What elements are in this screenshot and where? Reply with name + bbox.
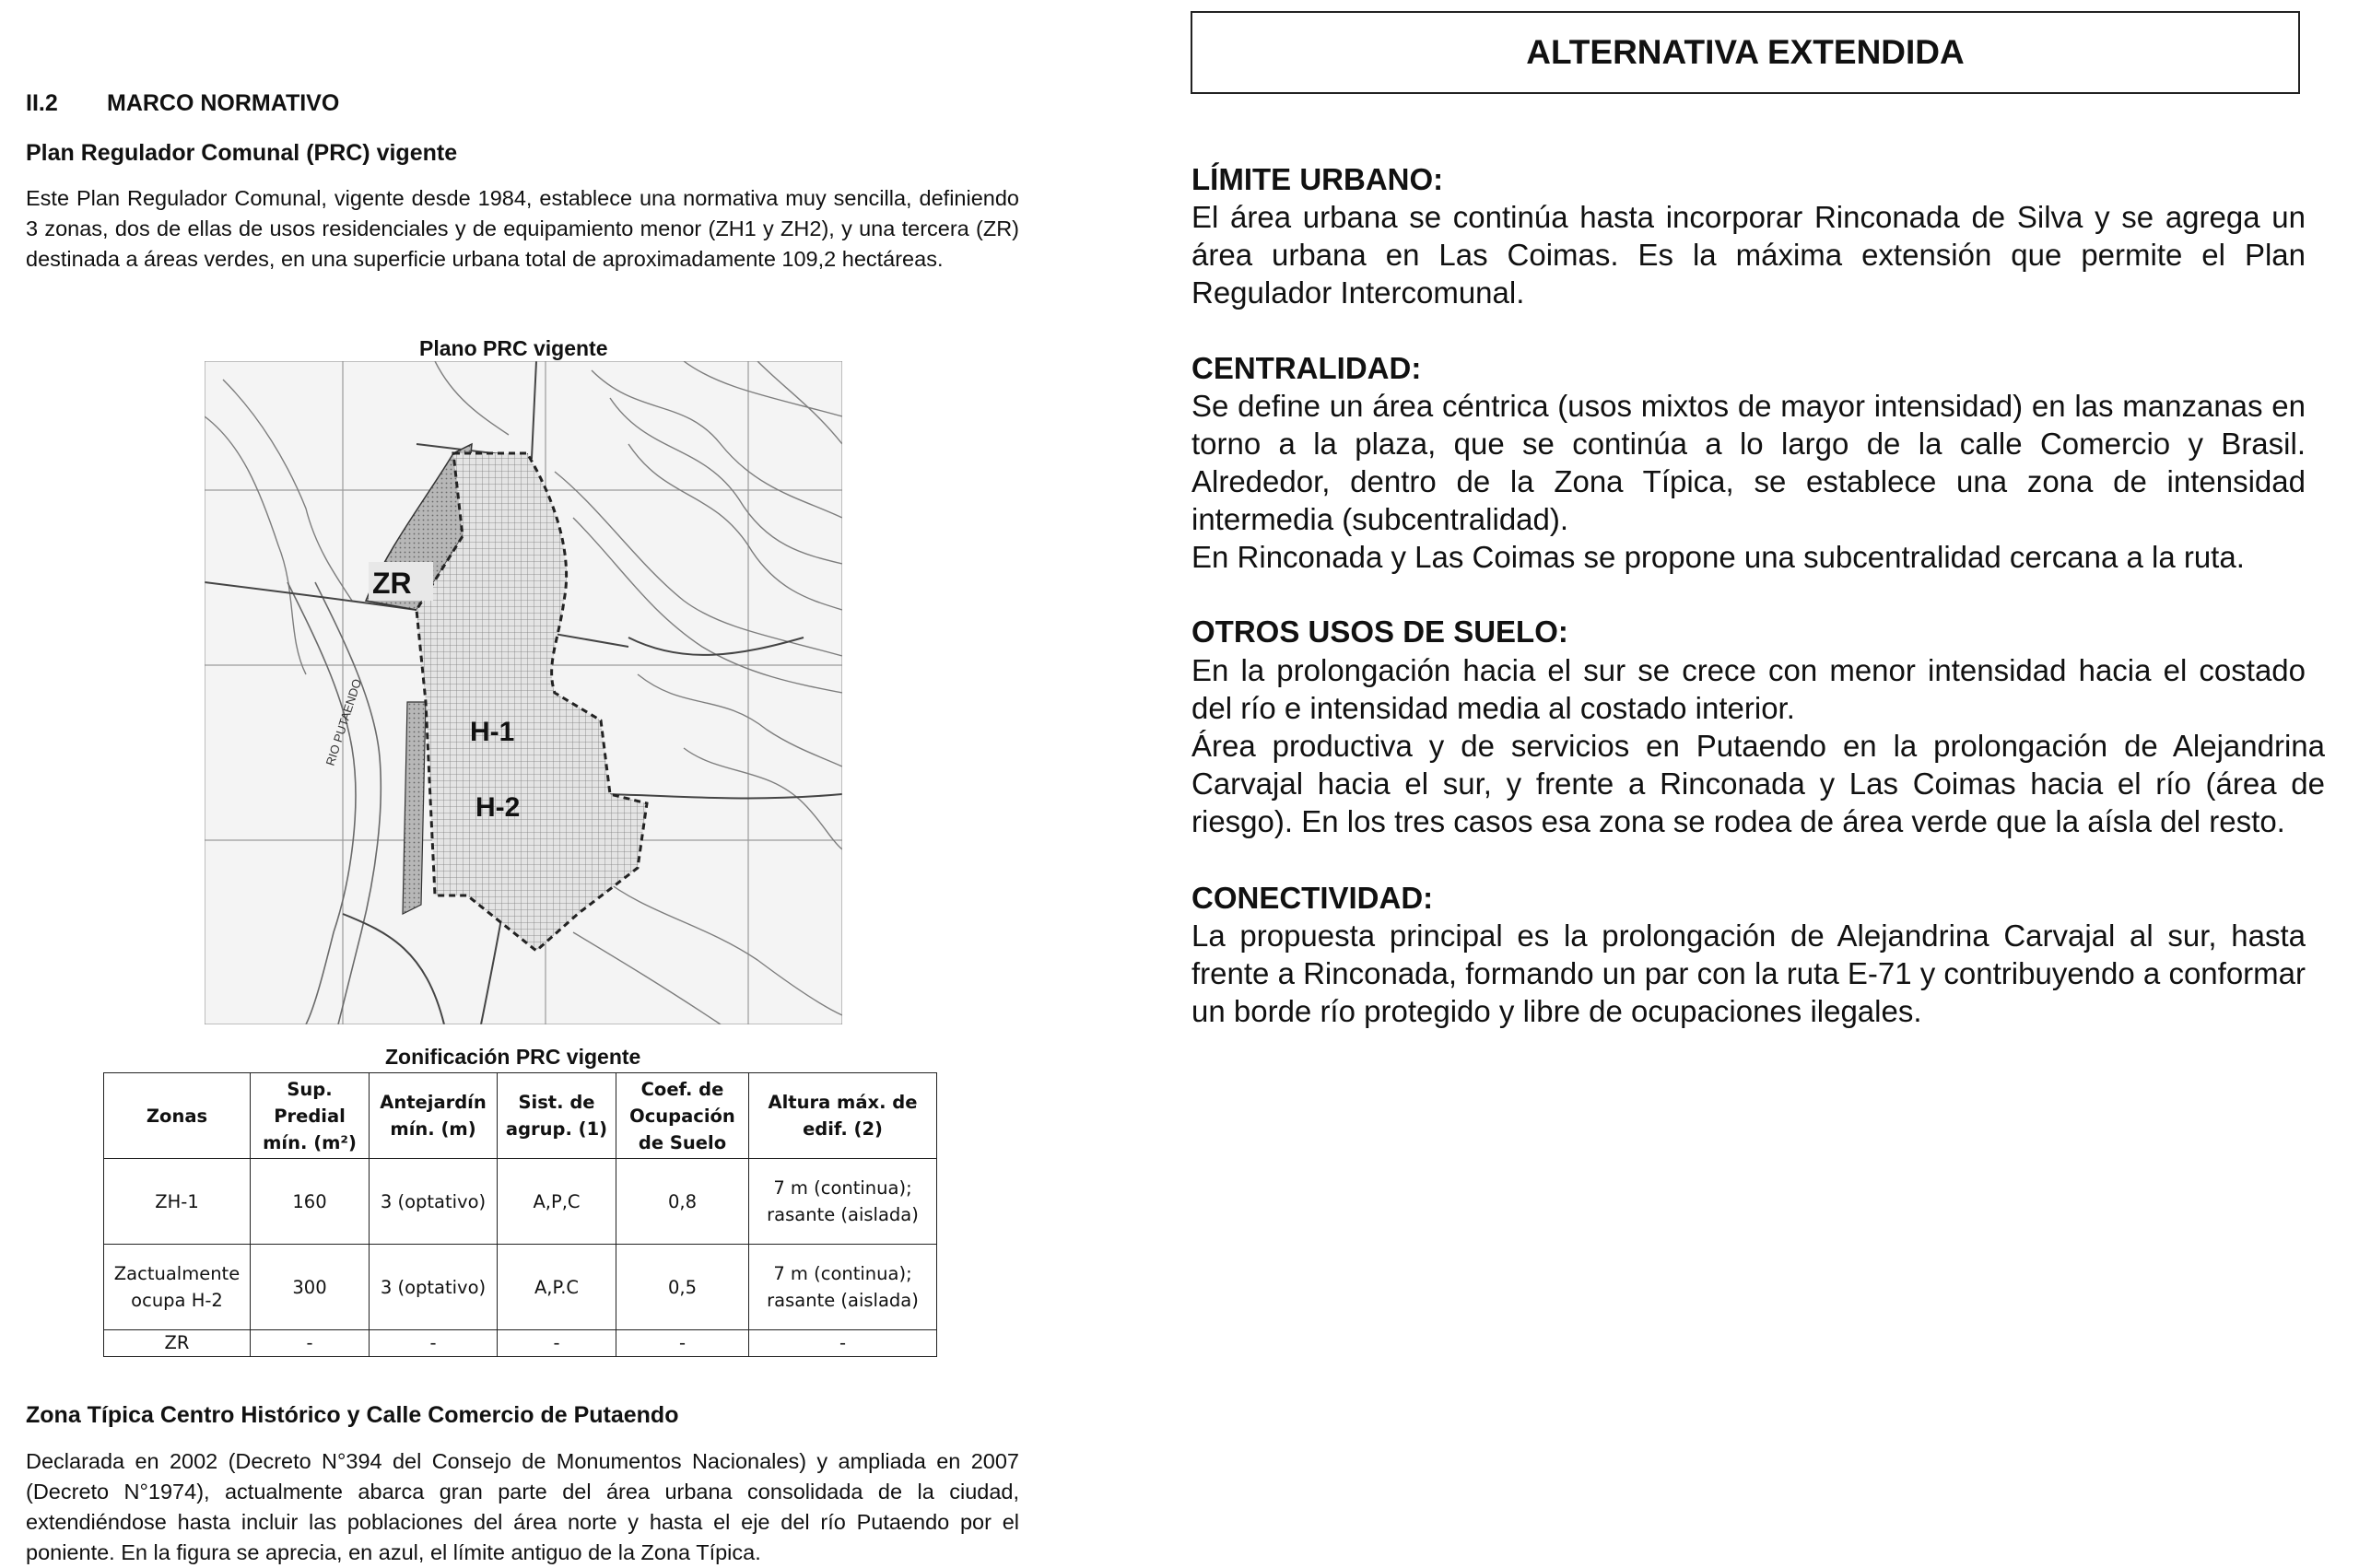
map-label-river: RIO PUTAENDO (323, 677, 365, 767)
table-cell: 7 m (continua); rasante (aislada) (749, 1245, 937, 1330)
alternative-title-text: ALTERNATIVA EXTENDIDA (1526, 33, 1965, 71)
header-zonas: Zonas (104, 1073, 251, 1159)
map-label-h2: H-2 (475, 792, 521, 823)
table-cell: 7 m (continua); rasante (aislada) (749, 1159, 937, 1245)
table-cell: - (498, 1330, 616, 1357)
table-cell: 0,5 (616, 1245, 749, 1330)
table-cell: 160 (251, 1159, 370, 1245)
limite-urbano-paragraph: El área urbana se continúa hasta incorporar Rinconada de Silva y se agrega un área urbana en Las Coimas. Es la máxima extensión que permite el Plan Regulador Intercomunal. (1191, 200, 2306, 310)
table-cell: Zactualmente ocupa H-2 (104, 1245, 251, 1330)
conectividad-heading: CONECTIVIDAD: (1191, 881, 1434, 915)
map-label-h1: H-1 (470, 717, 515, 747)
prc-heading: Plan Regulador Comunal (PRC) vigente (26, 140, 458, 166)
table-row (104, 1159, 937, 1245)
prc-paragraph: Este Plan Regulador Comunal, vigente desde 1984, establece una normativa muy sencilla, definiendo 3 zonas, dos de ellas de usos residenciales y de equipamiento menor (ZH1 y ZH2), y una tercera (ZR) destinada a áreas verdes, en una superficie urbana total de aproximadamente 109,2 hectáreas. (26, 186, 1019, 271)
map-label-zr: ZR (372, 567, 412, 600)
table-cell: 3 (optativo) (370, 1245, 498, 1330)
table-cell: - (749, 1330, 937, 1357)
header-altura-max: Altura máx. de edif. (2) (749, 1073, 937, 1159)
prc-zoning-map (205, 361, 842, 1024)
section-title: MARCO NORMATIVO (107, 90, 340, 116)
map-title: Plano PRC vigente (419, 336, 608, 360)
centralidad-paragraph-2: En Rinconada y Las Coimas se propone una subcentralidad cercana a la ruta. (1191, 540, 2245, 574)
header-sup-predial: Sup. Predial mín. (m²) (251, 1073, 370, 1159)
table-cell: - (616, 1330, 749, 1357)
zona-tipica-heading: Zona Típica Centro Histórico y Calle Comercio de Putaendo (26, 1402, 679, 1428)
zoning-table (103, 1072, 937, 1357)
table-header-row (104, 1073, 937, 1159)
otros-usos-paragraph-1: En la prolongación hacia el sur se crece con menor intensidad hacia el costado del río e intensidad media al costado interior. (1191, 653, 2306, 725)
section-heading (26, 90, 339, 117)
section-number: II.2 (26, 90, 58, 116)
limite-urbano-heading: LÍMITE URBANO: (1191, 162, 1444, 196)
otros-usos-heading: OTROS USOS DE SUELO: (1191, 614, 1568, 649)
table-cell: ZR (104, 1330, 251, 1357)
table-cell: 300 (251, 1245, 370, 1330)
zona-tipica-paragraph: Declarada en 2002 (Decreto N°394 del Consejo de Monumentos Nacionales) y ampliada en 2007 (Decreto N°1974), actualmente abarca gran parte del área urbana consolidada de la ciudad, extendiéndose hasta incluir las poblaciones del área norte y hasta el eje del río Putaendo por el poniente. En la figura se aprecia, en azul, el límite antiguo de la Zona Típica. (26, 1449, 1019, 1564)
header-antejardin: Antejardín mín. (m) (370, 1073, 498, 1159)
conectividad-paragraph: La propuesta principal es la prolongación de Alejandrina Carvajal al sur, hasta frente a Rinconada, formando un par con la ruta E-71 y contribuyendo a conformar un borde río protegido y libre de ocupaciones ilegales. (1191, 919, 2306, 1028)
table-title: Zonificación PRC vigente (385, 1045, 641, 1069)
centralidad-paragraph-1: Se define un área céntrica (usos mixtos de mayor intensidad) en las manzanas en torno a la plaza, que se continúa a lo largo de la calle Comercio y Brasil. Alrededor, dentro de la Zona Típica, se establece una zona de intensidad intermedia (subcentralidad). (1191, 389, 2306, 536)
table-cell: 3 (optativo) (370, 1159, 498, 1245)
table-row (104, 1245, 937, 1330)
table-cell: - (370, 1330, 498, 1357)
table-cell: A,P,C (498, 1159, 616, 1245)
alternative-title (1191, 11, 2300, 94)
header-coef-ocupacion: Coef. de Ocupación de Suelo (616, 1073, 749, 1159)
header-sist-agrup: Sist. de agrup. (1) (498, 1073, 616, 1159)
table-cell: ZH-1 (104, 1159, 251, 1245)
table-row (104, 1330, 937, 1357)
table-cell: 0,8 (616, 1159, 749, 1245)
table-cell: A,P.C (498, 1245, 616, 1330)
table-cell: - (251, 1330, 370, 1357)
otros-usos-paragraph-2: Área productiva y de servicios en Putaendo en la prolongación de Alejandrina Carvajal hacia el sur, y frente a Rinconada y Las Coimas hacia el río (área de riesgo). En los tres casos esa zona se rodea de área verde que la aísla del resto. (1191, 729, 2325, 838)
centralidad-heading: CENTRALIDAD: (1191, 351, 1422, 385)
